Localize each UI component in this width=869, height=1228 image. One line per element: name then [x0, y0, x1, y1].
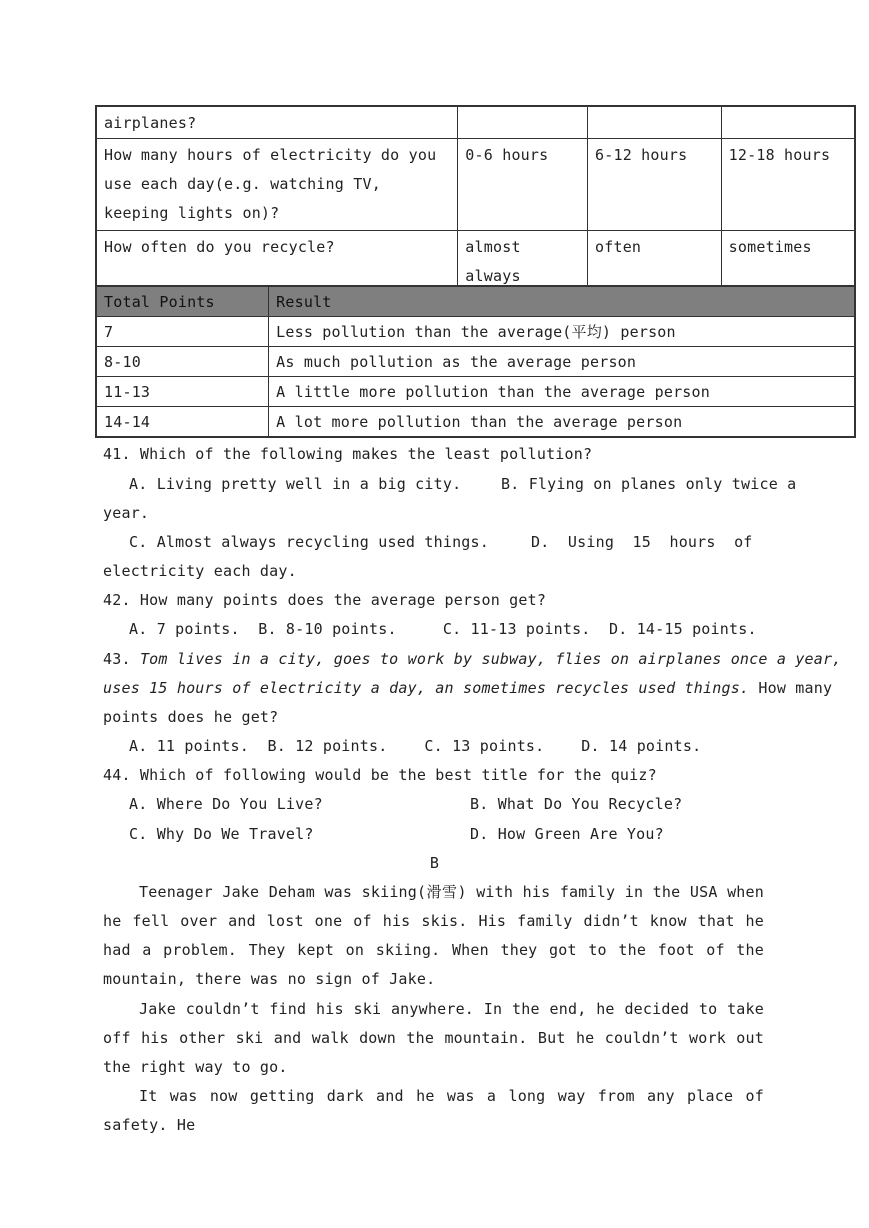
q43-line2 — [103, 674, 832, 703]
q44-option-b: B. What Do You Recycle? — [470, 795, 683, 813]
q43-options: A. 11 points. B. 12 points. C. 13 points. D. 14 points. — [129, 737, 702, 755]
result-cell: A lot more pollution than the average person — [269, 407, 855, 438]
section-b-heading: B — [429, 854, 440, 872]
survey-question: airplanes? — [96, 106, 458, 139]
q44-stem: 44. Which of following would be the best title for the quiz? — [103, 766, 657, 784]
paragraph-1: Teenager Jake Deham was skiing(滑雪) with his family in the USA when he fell over and lost one of his skis. His family didn’t know that he had a problem. They kept on skiing. When they got to the foot of the mountain, there was no sign of Jake. — [103, 883, 764, 988]
total-cell: 8-10 — [96, 347, 269, 377]
result-cell: As much pollution as the average person — [269, 347, 855, 377]
q44-option-c: C. Why Do We Travel? — [129, 825, 314, 843]
q43-italic-line2: uses 15 hours of electricity a day, an sometimes recycles used things. — [103, 679, 750, 697]
q41-option-d: D. Using 15 hours of — [531, 533, 753, 551]
table-row — [96, 106, 855, 139]
points-table — [95, 285, 856, 438]
q41-option-b: B. Flying on planes only twice a — [501, 475, 797, 493]
total-cell: 7 — [96, 317, 269, 347]
total-cell: 14-14 — [96, 407, 269, 438]
paragraph-3: It was now getting dark and he was a long way from any place of safety. He — [103, 1087, 764, 1134]
q42-stem: 42. How many points does the average person get? — [103, 591, 547, 609]
paragraph-2: Jake couldn’t find his ski anywhere. In the end, he decided to take off his other ski and walk down the mountain. But he couldn’t work out the right way to go. — [103, 1000, 764, 1076]
survey-question: How often do you recycle? — [96, 231, 458, 293]
q41-stem: 41. Which of the following makes the least pollution? — [103, 445, 593, 463]
survey-option-b — [588, 106, 722, 139]
q43-line3: points does he get? — [103, 708, 279, 726]
q43-line1 — [103, 645, 841, 674]
q44-option-d: D. How Green Are You? — [470, 825, 664, 843]
table-row — [96, 317, 855, 347]
table-row — [96, 231, 855, 293]
result-cell: A little more pollution than the average person — [269, 377, 855, 407]
q44-option-a: A. Where Do You Live? — [129, 795, 323, 813]
survey-option-c: sometimes — [721, 231, 855, 293]
survey-table — [95, 105, 856, 293]
survey-option-c: 12-18 hours — [721, 139, 855, 231]
header-result: Result — [269, 286, 855, 317]
table-row — [96, 377, 855, 407]
survey-question: How many hours of electricity do you use each day(e.g. watching TV, keeping lights on)? — [96, 139, 458, 231]
table-row — [96, 347, 855, 377]
q41-option-c: C. Almost always recycling used things. — [129, 533, 489, 551]
q42-options: A. 7 points. B. 8-10 points. C. 11-13 points. D. 14-15 points. — [129, 620, 757, 638]
table-row — [96, 139, 855, 231]
survey-option-b: 6-12 hours — [588, 139, 722, 231]
q41-option-b-cont: year. — [103, 504, 150, 522]
survey-option-a: 0-6 hours — [458, 139, 588, 231]
total-cell: 11-13 — [96, 377, 269, 407]
q43-number: 43. — [103, 650, 140, 668]
header-total-points: Total Points — [96, 286, 269, 317]
q41-option-a: A. Living pretty well in a big city. — [129, 475, 462, 493]
survey-option-c — [721, 106, 855, 139]
survey-option-b: often — [588, 231, 722, 293]
survey-option-a — [458, 106, 588, 139]
survey-option-a: almost always — [458, 231, 588, 293]
table-header-row — [96, 286, 855, 317]
q41-option-d-cont: electricity each day. — [103, 562, 297, 580]
table-row — [96, 407, 855, 438]
result-cell: Less pollution than the average(平均) person — [269, 317, 855, 347]
q43-italic-line1: Tom lives in a city, goes to work by subway, flies on airplanes once a year, — [139, 650, 842, 668]
q43-tail: How many — [749, 679, 833, 697]
